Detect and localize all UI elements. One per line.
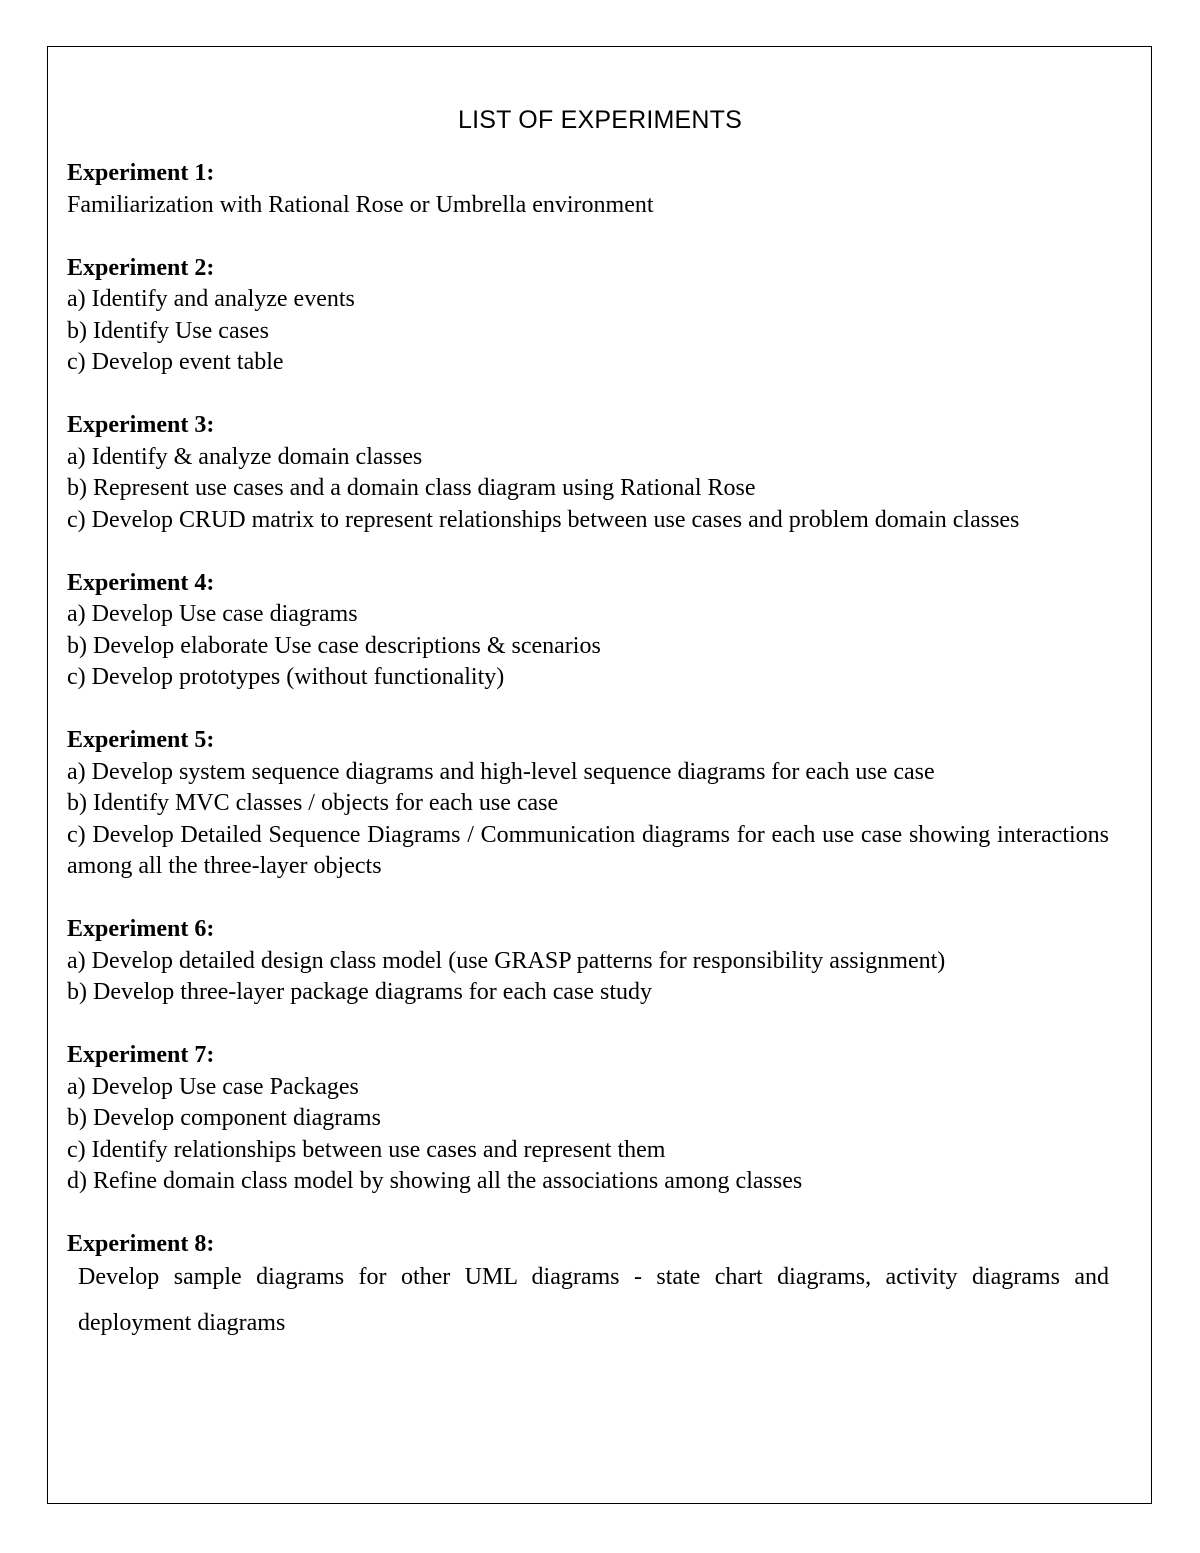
experiment-heading: Experiment 4:	[67, 569, 215, 596]
experiment-5	[67, 725, 1109, 883]
experiment-2	[67, 253, 1109, 379]
experiment-item: a) Develop detailed design class model (use GRASP patterns for responsibility assignment)	[67, 947, 946, 974]
experiment-4	[67, 568, 1109, 694]
experiment-heading: Experiment 6:	[67, 916, 215, 942]
experiment-item: c) Develop prototypes (without functionality)	[67, 664, 505, 690]
experiment-6	[67, 914, 1109, 1009]
experiment-7	[67, 1040, 1109, 1198]
experiment-item: c) Develop event table	[67, 349, 284, 375]
experiment-heading: Experiment 8:	[67, 1231, 215, 1257]
experiment-item: a) Develop Use case Packages	[67, 1073, 359, 1100]
experiment-item: a) Develop system sequence diagrams and high-level sequence diagrams for each use case	[67, 758, 935, 785]
experiment-item: b) Develop component diagrams	[67, 1105, 381, 1131]
experiment-item: c) Develop Detailed Sequence Diagrams / Communication diagrams for each use case showing interactions among all the three-layer objects	[67, 821, 1109, 879]
experiment-item: a) Identify & analyze domain classes	[67, 443, 423, 470]
experiment-8	[67, 1229, 1109, 1346]
experiment-1	[67, 158, 1109, 221]
experiment-item: b) Develop elaborate Use case descriptions & scenarios	[67, 632, 601, 659]
experiment-item: a) Identify and analyze events	[67, 286, 355, 312]
experiment-list	[67, 158, 1109, 1377]
experiment-item: Familiarization with Rational Rose or Umbrella environment	[67, 191, 654, 218]
experiment-item: a) Develop Use case diagrams	[67, 601, 358, 627]
experiment-item: Develop sample diagrams for other UML diagrams - state chart diagrams, activity diagrams and deployment diagrams	[78, 1263, 1109, 1336]
experiment-3	[67, 410, 1109, 536]
experiment-item: d) Refine domain class model by showing all the associations among classes	[67, 1168, 803, 1194]
experiment-heading: Experiment 2:	[67, 254, 215, 281]
experiment-item: c) Develop CRUD matrix to represent relationships between use cases and problem domain classes	[67, 506, 1020, 533]
experiment-item: b) Develop three-layer package diagrams for each case study	[67, 979, 653, 1005]
experiment-heading: Experiment 1:	[67, 160, 215, 186]
experiment-item: b) Represent use cases and a domain class diagram using Rational Rose	[67, 475, 756, 501]
experiment-item: c) Identify relationships between use cases and represent them	[67, 1136, 666, 1163]
experiment-heading: Experiment 7:	[67, 1042, 215, 1068]
experiment-item: b) Identify MVC classes / objects for each use case	[67, 790, 559, 816]
experiment-heading: Experiment 3:	[67, 412, 215, 438]
document-title: LIST OF EXPERIMENTS	[458, 106, 742, 134]
experiment-item: b) Identify Use cases	[67, 317, 269, 344]
experiment-heading: Experiment 5:	[67, 727, 215, 753]
